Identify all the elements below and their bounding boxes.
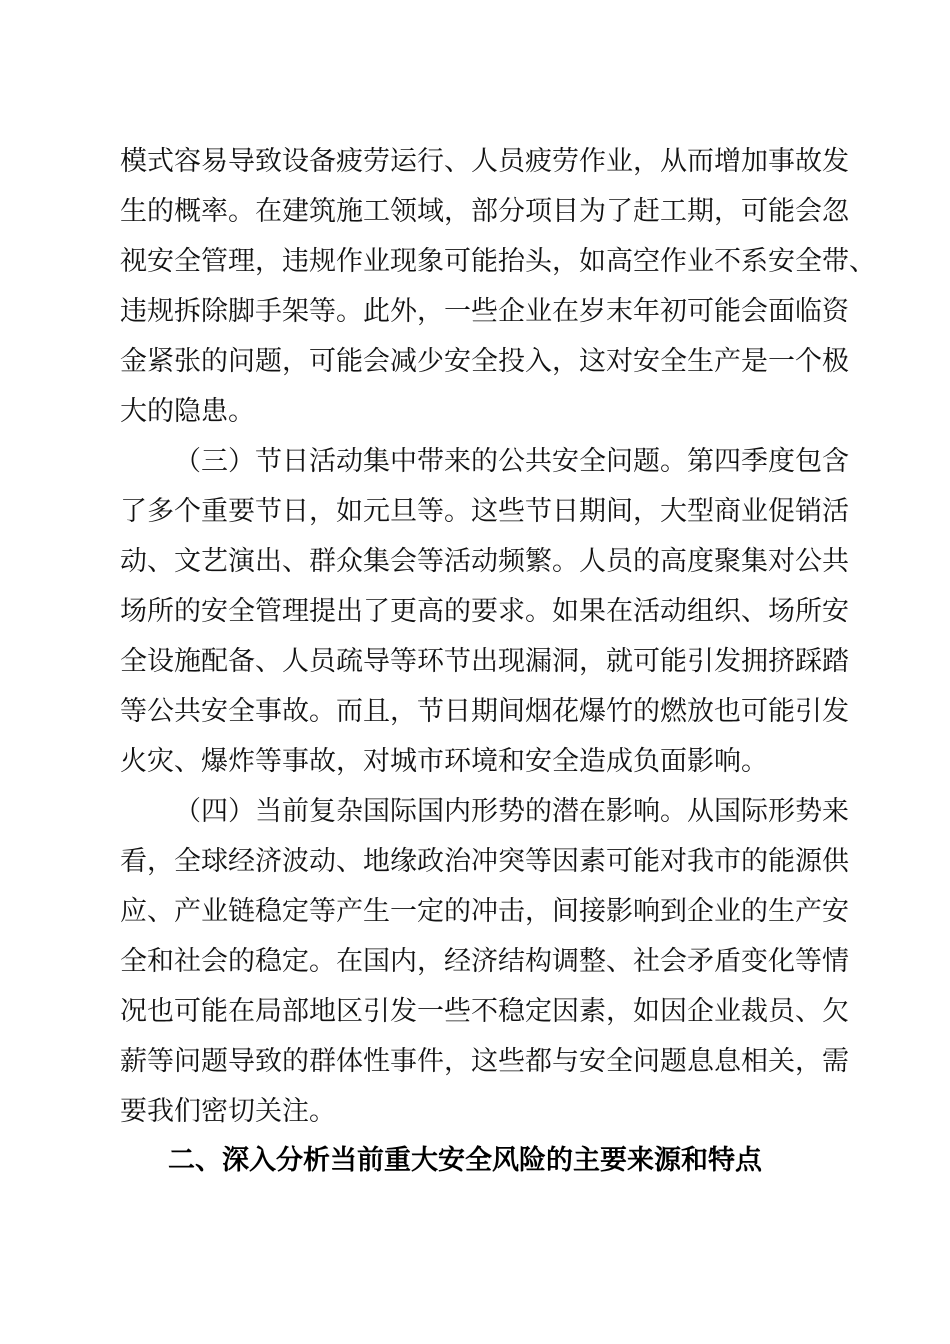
paragraph-line: 违规拆除脚手架等。此外，一些企业在岁末年初可能会面临资: [120, 296, 849, 327]
paragraph-line: 看，全球经济波动、地缘政治冲突等因素可能对我市的能源供: [120, 846, 849, 877]
paragraph-line: 场所的安全管理提出了更高的要求。如果在活动组织、场所安: [120, 596, 849, 627]
paragraph-line: 况也可能在局部地区引发一些不稳定因素，如因企业裁员、欠: [120, 996, 849, 1027]
paragraph-line: 火灾、爆炸等事故，对城市环境和安全造成负面影响。: [120, 746, 768, 777]
paragraph-line: 视安全管理，违规作业现象可能抬头，如高空作业不系安全带、: [120, 246, 876, 277]
paragraph-line: 生的概率。在建筑施工领域，部分项目为了赶工期，可能会忽: [120, 196, 849, 227]
paragraph-line: 全设施配备、人员疏导等环节出现漏洞，就可能引发拥挤踩踏: [120, 646, 849, 677]
paragraph-line: 要我们密切关注。: [120, 1096, 336, 1127]
paragraph-line: 应、产业链稳定等产生一定的冲击，间接影响到企业的生产安: [120, 896, 849, 927]
paragraph-line: 动、文艺演出、群众集会等活动频繁。人员的高度聚集对公共: [120, 546, 849, 577]
paragraph-line: （四）当前复杂国际国内形势的潜在影响。从国际形势来: [174, 796, 849, 827]
paragraph-line: 了多个重要节日，如元旦等。这些节日期间，大型商业促销活: [120, 496, 849, 527]
paragraph-line: 金紧张的问题，可能会减少安全投入，这对安全生产是一个极: [120, 346, 849, 377]
paragraph-line: 薪等问题导致的群体性事件，这些都与安全问题息息相关，需: [120, 1046, 849, 1077]
paragraph-line: 全和社会的稳定。在国内，经济结构调整、社会矛盾变化等情: [120, 946, 849, 977]
paragraph-line: 等公共安全事故。而且，节日期间烟花爆竹的燃放也可能引发: [120, 696, 849, 727]
paragraph-line: 模式容易导致设备疲劳运行、人员疲劳作业，从而增加事故发: [120, 146, 849, 177]
paragraph-line: （三）节日活动集中带来的公共安全问题。第四季度包含: [174, 446, 849, 477]
section-heading: 二、深入分析当前重大安全风险的主要来源和特点: [168, 1145, 762, 1176]
paragraph-line: 大的隐患。: [120, 396, 255, 427]
